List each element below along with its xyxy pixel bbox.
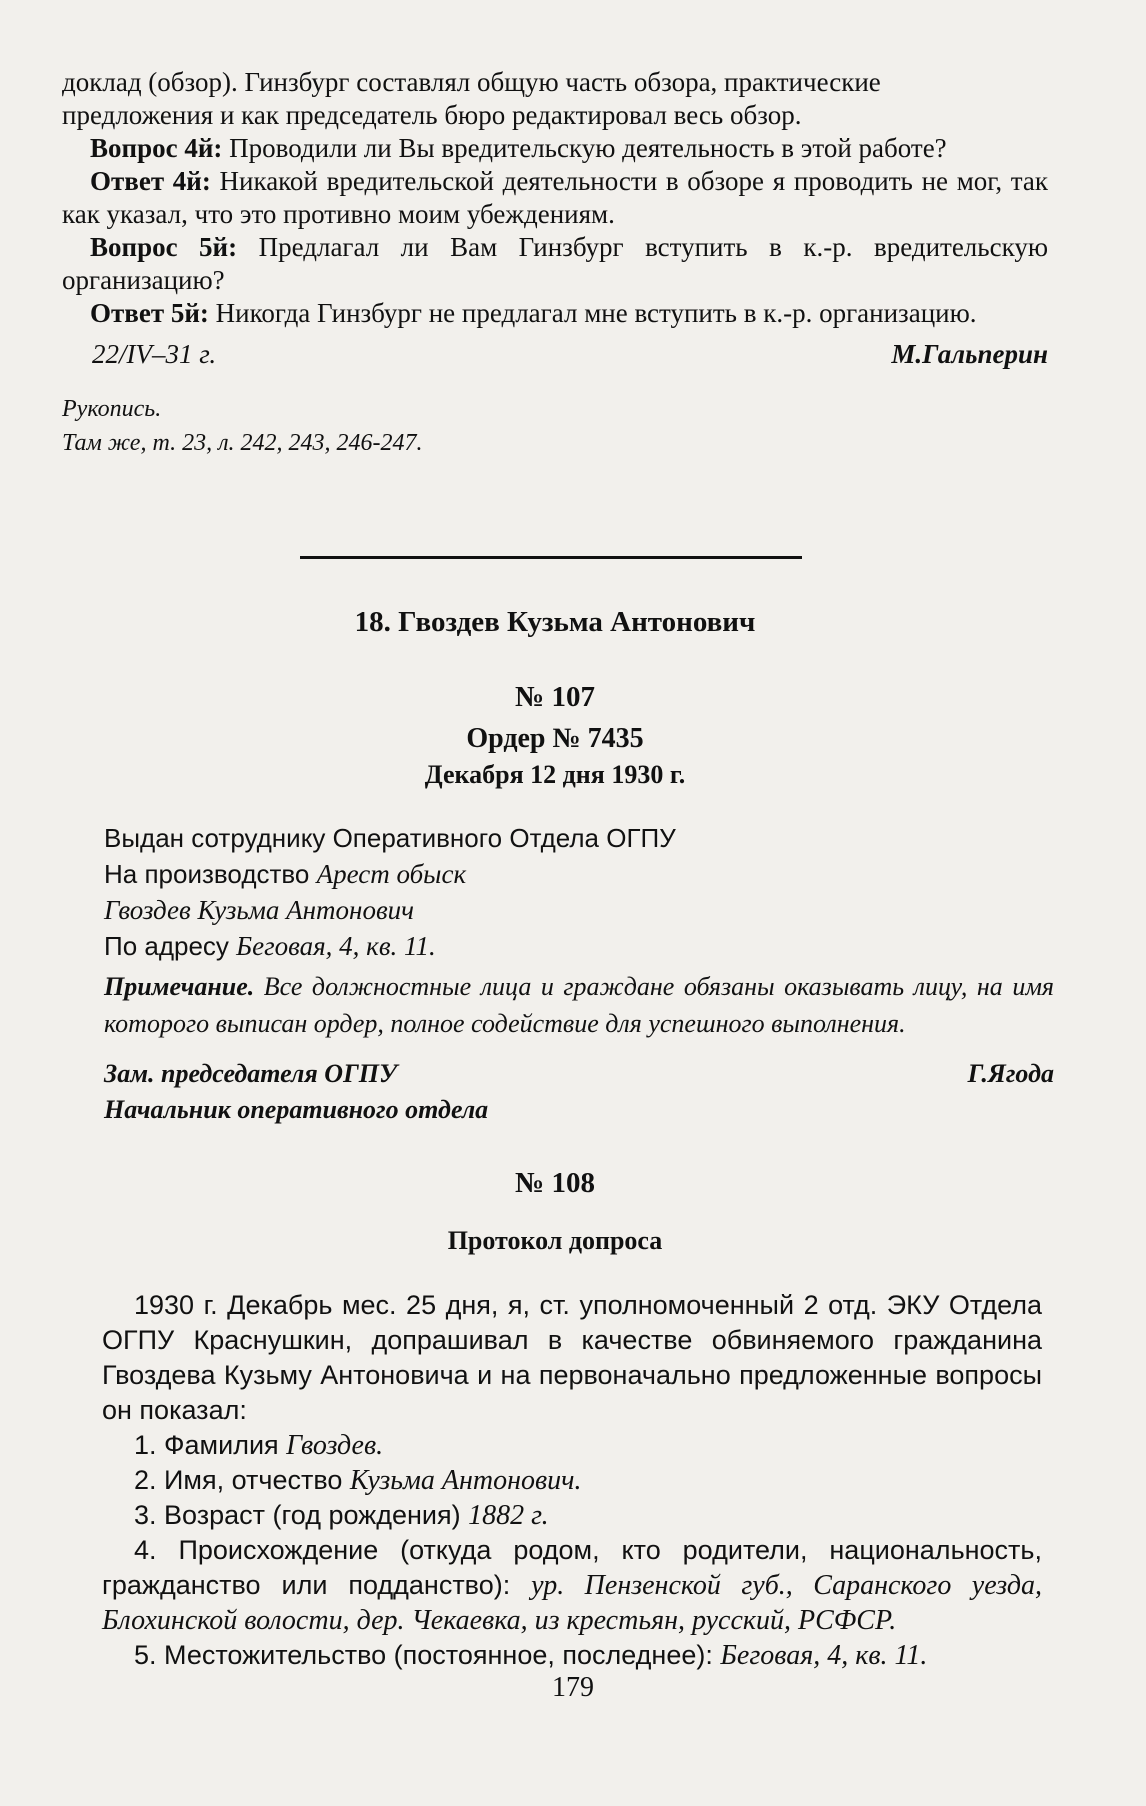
protocol-item bbox=[102, 1638, 1042, 1673]
order-signature-row bbox=[104, 1056, 1054, 1092]
protocol-item bbox=[102, 1498, 1042, 1533]
answer-label: Ответ 4й: bbox=[90, 166, 211, 196]
document-number: № 107 bbox=[515, 681, 595, 713]
item-value: Беговая, 4, кв. 11. bbox=[720, 1640, 928, 1671]
field-label: По адресу bbox=[104, 931, 237, 961]
archival-source bbox=[62, 392, 1048, 460]
order-person: Гвоздев Кузьма Антонович bbox=[104, 895, 415, 925]
text-line: доклад (обзор). Гинзбург составлял общую часть обзора, практические bbox=[62, 67, 881, 97]
section-heading: 18. Гвоздев Кузьма Антонович bbox=[354, 606, 756, 638]
document-date: Декабря 12 дня 1930 г. bbox=[424, 760, 686, 789]
question-5 bbox=[62, 231, 1048, 297]
item-label: 4. Происхождение (откуда родом, кто родители, национальность, гражданство или подданство): bbox=[102, 1535, 1042, 1600]
item-value: ур. Пензенской губ., Саранского уезда, Блохинской волости, дер. Чекаевка, из крестьян, русский, РСФСР. bbox=[102, 1570, 1042, 1636]
signature: Г.Ягода bbox=[967, 1059, 1054, 1088]
protocol-intro: 1930 г. Декабрь мес. 25 дня, я, ст. уполномоченный 2 отд. ЭКУ Отдела ОГПУ Краснушкин, допрашивал в качестве обвиняемого гражданина Гвоздева Кузьму Антоновича и на первоначально предложенные вопросы он показал: bbox=[102, 1290, 1042, 1425]
question-text: Предлагал ли Вам Гинзбург вступить в к.-р. вредительскую организацию? bbox=[62, 232, 1048, 295]
protocol-item bbox=[102, 1463, 1042, 1498]
document-title: Ордер № 7435 bbox=[466, 723, 644, 754]
item-value: 1882 г. bbox=[468, 1500, 549, 1531]
source-reference: Там же, т. 23, л. 242, 243, 246-247. bbox=[62, 430, 423, 456]
question-label: Вопрос 5й: bbox=[90, 232, 238, 262]
document-title: Протокол допроса bbox=[447, 1226, 663, 1255]
answer-4 bbox=[62, 165, 1048, 231]
item-value: Гвоздев. bbox=[286, 1430, 384, 1461]
previous-protocol-end bbox=[62, 66, 1048, 460]
item-label: 5. Местожительство (постоянное, последнее): bbox=[134, 1640, 721, 1670]
protocol-body bbox=[102, 1288, 1042, 1673]
protocol-item bbox=[102, 1428, 1042, 1463]
answer-label: Ответ 5й: bbox=[90, 298, 209, 328]
text-line: предложения и как председатель бюро редактировал весь обзор. bbox=[62, 100, 802, 130]
question-text: Проводили ли Вы вредительскую деятельность в этой работе? bbox=[222, 133, 947, 163]
field-value: Беговая, 4, кв. 11. bbox=[236, 931, 436, 961]
item-label: 2. Имя, отчество bbox=[134, 1465, 350, 1495]
document-date: 22/IV–31 г. bbox=[92, 339, 217, 369]
question-4 bbox=[62, 132, 1048, 165]
signature: М.Гальперин bbox=[891, 339, 1048, 369]
item-label: 3. Возраст (год рождения) bbox=[134, 1500, 469, 1530]
order-issued-line: Выдан сотруднику Оперативного Отдела ОГПУ bbox=[104, 823, 676, 853]
answer-5 bbox=[62, 297, 1048, 330]
protocol-item bbox=[102, 1533, 1042, 1638]
source-type: Рукопись. bbox=[62, 396, 162, 422]
page-number: 179 bbox=[552, 1672, 594, 1703]
answer-text: Никакой вредительской деятельности в обзоре я проводить не мог, так как указал, что это противно моим убеждениям. bbox=[62, 166, 1048, 229]
field-label: На производство bbox=[104, 859, 317, 889]
note-text: Все должностные лица и граждане обязаны оказывать лицу, на имя которого выписан ордер, полное содействие для успешного выполнения. bbox=[104, 972, 1054, 1038]
answer-text: Никогда Гинзбург не предлагал мне вступить в к.-р. организацию. bbox=[208, 298, 977, 328]
note-label: Примечание. bbox=[104, 972, 255, 1001]
order-note bbox=[104, 968, 1054, 1042]
field-value: Арест обыск bbox=[316, 859, 467, 889]
item-value: Кузьма Антонович. bbox=[349, 1465, 582, 1496]
order-body bbox=[104, 820, 1054, 1128]
document-number: № 108 bbox=[515, 1167, 595, 1199]
item-label: 1. Фамилия bbox=[134, 1430, 287, 1460]
order-address-line bbox=[104, 928, 1054, 964]
date-signature-row bbox=[62, 336, 1048, 372]
order-production-line bbox=[104, 856, 1054, 892]
question-label: Вопрос 4й: bbox=[90, 133, 223, 163]
signer-title: Зам. председателя ОГПУ bbox=[104, 1059, 398, 1088]
section-divider bbox=[300, 556, 802, 559]
signer-title: Начальник оперативного отдела bbox=[104, 1095, 489, 1124]
